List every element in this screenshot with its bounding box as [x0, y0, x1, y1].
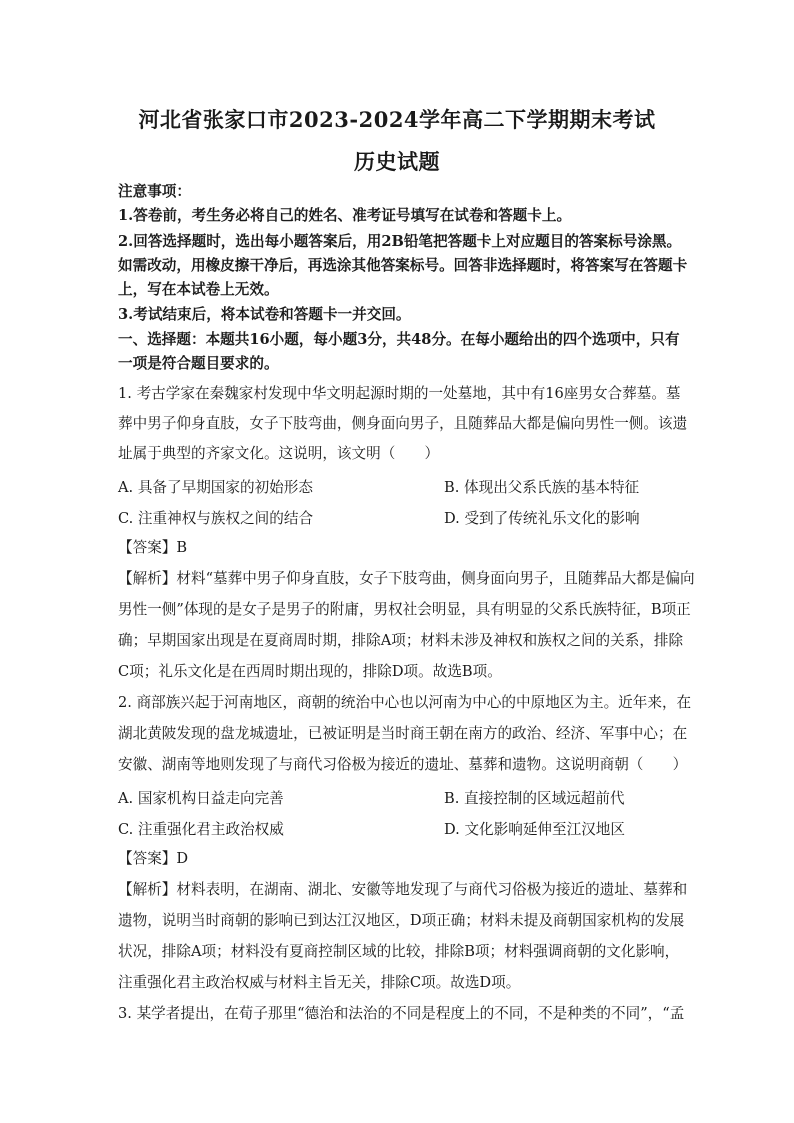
q1-stem-line: 1. 考古学家在秦魏家村发现中华文明起源时期的一处墓地，其中有16座男女合葬墓。墓: [118, 385, 681, 402]
notice-line: 3.考试结束后，将本试卷和答题卡一并交回。: [118, 306, 411, 323]
q2-option-a: A. 国家机构日益走向完善: [118, 790, 284, 807]
q2-stem-line: 2. 商部族兴起于河南地区，商朝的统治中心也以河南为中心的中原地区为主。近年来，在: [118, 694, 692, 711]
q2-stem-line: 安徽、湖南等地则发现了与商代习俗极为接近的遗址、墓葬和遗物。这说明商朝（ ）: [118, 756, 688, 773]
notice-line: 1.答卷前，考生务必将自己的姓名、准考证号填写在试卷和答题卡上。: [118, 207, 572, 224]
notice-line: 如需改动，用橡皮擦干净后，再选涂其他答案标号。回答非选择题时，将答案写在答题卡: [118, 257, 688, 274]
q1-option-a: A. 具备了早期国家的初始形态: [118, 479, 313, 496]
q2-analysis-line: 状况，排除A项；材料没有夏商控制区域的比较，排除B项；材料强调商朝的文化影响，: [118, 943, 680, 960]
q1-analysis-line: 男性一侧”体现的是女子是男子的附庸，男权社会明显，具有明显的父系氏族特征，B项正: [118, 601, 691, 618]
q2-analysis-line: 注重强化君主政治权威与材料主旨无关，排除C项。故选D项。: [118, 974, 521, 991]
section-heading-line: 一项是符合题目要求的。: [118, 355, 279, 372]
q1-stem-line: 葬中男子仰身直肢，女子下肢弯曲，侧身面向男子，且随葬品大都是偏向男性一侧。该遗: [118, 415, 688, 432]
q1-option-c: C. 注重神权与族权之间的结合: [118, 510, 314, 527]
q1-option-d: D. 受到了传统礼乐文化的影响: [444, 510, 640, 527]
exam-title: 河北省张家口市2023-2024学年高二下学期期末考试: [138, 107, 656, 132]
q2-option-d: D. 文化影响延伸至江汉地区: [444, 821, 625, 838]
exam-subtitle: 历史试题: [354, 149, 440, 174]
q1-answer: 【答案】B: [118, 539, 188, 556]
q1-analysis-line: 【解析】材料“墓葬中男子仰身直肢，女子下肢弯曲，侧身面向男子，且随葬品大都是偏向: [118, 570, 695, 587]
q1-option-b: B. 体现出父系氏族的基本特征: [444, 479, 640, 496]
q2-analysis-line: 【解析】材料表明，在湖南、湖北、安徽等地发现了与商代习俗极为接近的遗址、墓葬和: [118, 881, 688, 898]
notice-line: 2.回答选择题时，选出每小题答案后，用2B铅笔把答题卡上对应题目的答案标号涂黑。: [118, 233, 682, 250]
q2-answer: 【答案】D: [118, 850, 189, 867]
q1-stem-line: 址属于典型的齐家文化。这说明，该文明（ ）: [118, 445, 440, 462]
q1-analysis-line: C项；礼乐文化是在西周时期出现的，排除D项。故选B项。: [118, 663, 502, 680]
q2-option-c: C. 注重强化君主政治权威: [118, 821, 284, 838]
q2-stem-line: 湖北黄陂发现的盘龙城遗址，已被证明是当时商王朝在南方的政治、经济、军事中心；在: [118, 725, 688, 742]
notice-line: 上，写在本试卷上无效。: [118, 281, 279, 298]
section-heading-line: 一、选择题：本题共16小题，每小题3分，共48分。在每小题给出的四个选项中，只有: [118, 331, 680, 348]
q1-analysis-line: 确；早期国家出现是在夏商周时期，排除A项；材料未涉及神权和族权之间的关系，排除: [118, 632, 684, 649]
q3-stem-line: 3. 某学者提出，在荀子那里“德治和法治的不同是程度上的不同，不是种类的不同”，“孟: [118, 1005, 685, 1022]
q2-analysis-line: 遗物，说明当时商朝的影响已到达江汉地区，D项正确；材料未提及商朝国家机构的发展: [118, 912, 685, 929]
notice-heading: 注意事项：: [118, 183, 191, 200]
q2-option-b: B. 直接控制的区域远超前代: [444, 790, 625, 807]
